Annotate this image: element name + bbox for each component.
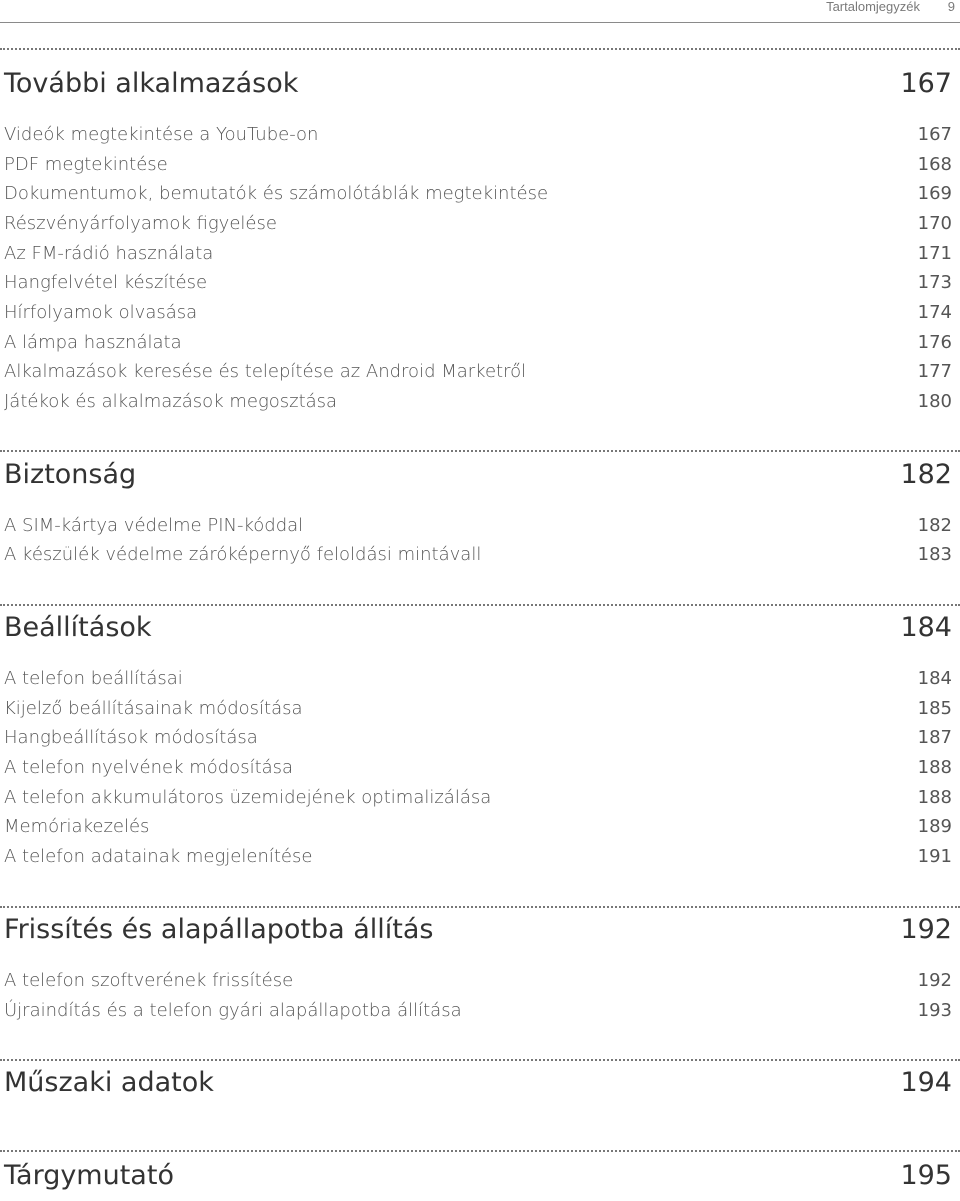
- toc-entry-title: Hangfelvétel készítése: [4, 272, 208, 293]
- chapter-heading[interactable]: [4, 910, 952, 950]
- chapter-page: 192: [900, 914, 952, 945]
- toc-entry[interactable]: [4, 813, 952, 841]
- toc-entry-title: Kijelző beállításainak módosítása: [4, 698, 303, 719]
- section-divider: [0, 906, 960, 908]
- section-divider: [0, 48, 960, 50]
- toc-entry[interactable]: [4, 997, 952, 1025]
- toc-entry[interactable]: [4, 754, 952, 782]
- toc-entry[interactable]: [4, 151, 952, 179]
- toc-entry-title: Videók megtekintése a YouTube-on: [4, 124, 319, 145]
- toc-entry[interactable]: [4, 299, 952, 327]
- toc-entry-page: 180: [917, 391, 952, 412]
- toc-entry[interactable]: [4, 784, 952, 812]
- toc-entry[interactable]: [4, 843, 952, 871]
- toc-entry[interactable]: [4, 541, 952, 569]
- section-divider: [0, 1059, 960, 1061]
- toc-entry[interactable]: [4, 388, 952, 416]
- toc-entry-title: PDF megtekintése: [4, 154, 168, 175]
- toc-entry[interactable]: [4, 269, 952, 297]
- chapter-title: Biztonság: [4, 459, 137, 490]
- toc-entry-title: Játékok és alkalmazások megosztása: [4, 391, 338, 412]
- section-divider: [0, 1150, 960, 1152]
- toc-entry-page: 193: [917, 1000, 952, 1021]
- toc-entry-title: A telefon nyelvének módosítása: [4, 757, 294, 778]
- toc-entry[interactable]: [4, 358, 952, 386]
- toc-entry-title: A telefon szoftverének frissítése: [4, 970, 294, 991]
- toc-entry-page: 188: [917, 787, 952, 808]
- toc-entry-page: 185: [917, 698, 952, 719]
- chapter-heading[interactable]: [4, 1063, 952, 1103]
- chapter-page: 184: [900, 612, 952, 643]
- toc-entry-page: 188: [917, 757, 952, 778]
- chapter-heading[interactable]: [4, 1156, 952, 1196]
- toc-entry-page: 171: [917, 243, 952, 264]
- toc-entry-page: 173: [917, 272, 952, 293]
- toc-entry-title: A lámpa használata: [4, 332, 182, 353]
- chapter-heading[interactable]: [4, 64, 952, 104]
- toc-entry-title: Részvényárfolyamok figyelése: [4, 213, 277, 234]
- chapter-title: További alkalmazások: [4, 68, 299, 99]
- toc-entry-title: Az FM-rádió használata: [4, 243, 214, 264]
- chapter-heading[interactable]: [4, 608, 952, 648]
- toc-entry[interactable]: [4, 121, 952, 149]
- toc-entry[interactable]: [4, 967, 952, 995]
- toc-entry-page: 174: [917, 302, 952, 323]
- section-divider: [0, 604, 960, 606]
- toc-entry[interactable]: [4, 665, 952, 693]
- toc-entry-title: Memóriakezelés: [4, 816, 150, 837]
- toc-entry[interactable]: [4, 724, 952, 752]
- toc-entry-title: Alkalmazások keresése és telepítése az Android Marketről: [4, 361, 527, 382]
- toc-entry[interactable]: [4, 180, 952, 208]
- toc-entry-page: 187: [917, 727, 952, 748]
- toc-entry-title: A telefon beállításai: [4, 668, 183, 689]
- toc-entry-page: 192: [917, 970, 952, 991]
- toc-entry-page: 183: [917, 544, 952, 565]
- toc-entry-title: Hangbeállítások módosítása: [4, 727, 258, 748]
- toc-entry-page: 176: [917, 332, 952, 353]
- toc-entry-title: A telefon adatainak megjelenítése: [4, 846, 313, 867]
- toc-entry[interactable]: [4, 210, 952, 238]
- chapter-page: 194: [900, 1067, 952, 1098]
- running-header-title: Tartalomjegyzék: [826, 0, 920, 14]
- chapter-title: Tárgymutató: [4, 1160, 174, 1191]
- header-rule: [0, 22, 960, 23]
- toc-entry[interactable]: [4, 240, 952, 268]
- chapter-page: 195: [900, 1160, 952, 1191]
- toc-entry[interactable]: [4, 329, 952, 357]
- toc-entry-page: 184: [917, 668, 952, 689]
- toc-entry-page: 168: [917, 154, 952, 175]
- toc-entry-title: Újraindítás és a telefon gyári alapállapotba állítása: [4, 1000, 462, 1021]
- toc-entry[interactable]: [4, 695, 952, 723]
- chapter-heading[interactable]: [4, 455, 952, 495]
- toc-entry[interactable]: [4, 512, 952, 540]
- toc-entry-title: Hírfolyamok olvasása: [4, 302, 198, 323]
- toc-entry-page: 167: [917, 124, 952, 145]
- chapter-title: Beállítások: [4, 612, 152, 643]
- toc-entry-page: 170: [917, 213, 952, 234]
- chapter-page: 182: [900, 459, 952, 490]
- toc-entry-page: 189: [917, 816, 952, 837]
- section-divider: [0, 450, 960, 452]
- chapter-title: Frissítés és alapállapotba állítás: [4, 914, 434, 945]
- toc-entry-page: 191: [917, 846, 952, 867]
- toc-entry-page: 182: [917, 515, 952, 536]
- toc-entry-title: A SIM-kártya védelme PIN-kóddal: [4, 515, 304, 536]
- chapter-title: Műszaki adatok: [4, 1067, 214, 1098]
- toc-entry-title: Dokumentumok, bemutatók és számolótáblák megtekintése: [4, 183, 549, 204]
- chapter-page: 167: [900, 68, 952, 99]
- toc-entry-title: A készülék védelme záróképernyő feloldási mintávall: [4, 544, 482, 565]
- running-header-page-number: 9: [947, 0, 955, 14]
- running-header: [0, 0, 960, 40]
- toc-entry-title: A telefon akkumulátoros üzemidejének optimalizálása: [4, 787, 492, 808]
- toc-entry-page: 169: [917, 183, 952, 204]
- toc-entry-page: 177: [917, 361, 952, 382]
